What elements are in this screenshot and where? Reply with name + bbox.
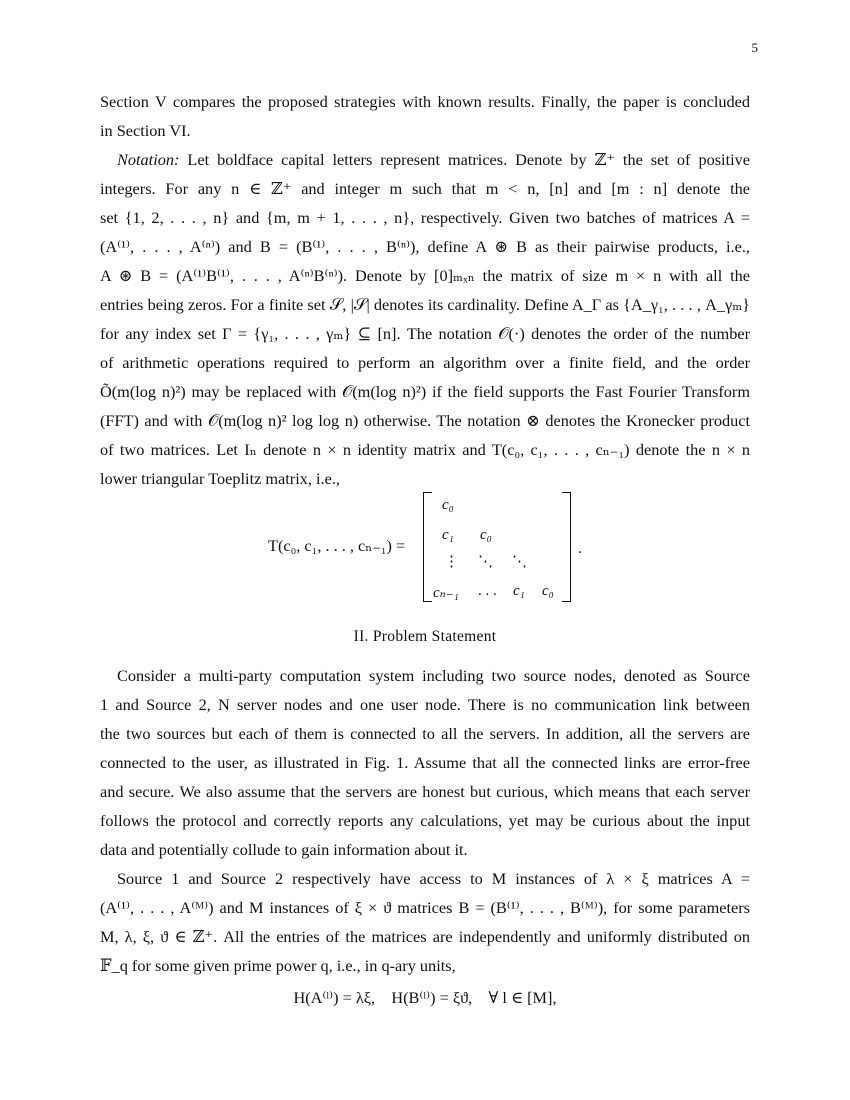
notation-label: Notation: xyxy=(117,150,180,169)
body-line: 1 and Source 2, N server nodes and one user node. There is no communication link between xyxy=(100,695,750,714)
matrix-cell: ⋱ xyxy=(512,554,527,570)
body-line: (A⁽¹⁾, . . . , A⁽ᴹ⁾) and M instances of ξ × ϑ matrices B = (B⁽¹⁾, . . . , B⁽ᴹ⁾), for some parameters xyxy=(100,898,750,917)
body-line: A ⊛ B = (A⁽¹⁾B⁽¹⁾, . . . , A⁽ⁿ⁾B⁽ⁿ⁾). Denote by [0]ₘₓₙ the matrix of size m × n with all the xyxy=(100,266,750,285)
body-line: entries being zeros. For a finite set 𝒮, |𝒮| denotes its cardinality. Define A_Γ as {A_γ₁, . . . , A_γₘ} xyxy=(100,295,750,314)
matrix-cell: c₀ xyxy=(480,527,492,543)
matrix-cell: . . . xyxy=(478,583,497,599)
body-line: M, λ, ξ, ϑ ∈ ℤ⁺. All the entries of the matrices are independently and uniformly distributed on xyxy=(100,927,750,946)
body-line: for any index set Γ = {γ₁, . . . , γₘ} ⊆ [n]. The notation 𝒪(·) denotes the order of the number xyxy=(100,324,750,343)
matrix-cell: ⋮ xyxy=(444,554,459,570)
body-line: integers. For any n ∈ ℤ⁺ and integer m such that m < n, [n] and [m : n] denote the xyxy=(100,179,750,198)
display-equation: H(A⁽ˡ⁾) = λξ, H(B⁽ˡ⁾) = ξϑ, ∀ l ∈ [M], xyxy=(293,988,557,1007)
matrix-cell: c₀ xyxy=(442,497,454,513)
matrix-cell: c₁ xyxy=(442,527,454,543)
body-line: data and potentially collude to gain information about it. xyxy=(100,840,468,859)
equation-period: . xyxy=(578,540,582,557)
notation-paragraph-start xyxy=(117,150,750,170)
body-line: and secure. We also assume that the servers are honest but curious, which means that each server xyxy=(100,782,750,801)
body-line: of arithmetic operations required to perform an algorithm over a finite field, and the order xyxy=(100,353,750,372)
body-line: Consider a multi-party computation system including two source nodes, denoted as Source xyxy=(117,666,750,685)
body-line: the two sources but each of them is connected to all the servers. In addition, all the servers are xyxy=(100,724,750,743)
matrix-cell: c₀ xyxy=(542,583,554,599)
matrix-right-bracket xyxy=(562,492,571,602)
body-line: Section V compares the proposed strategies with known results. Finally, the paper is concluded xyxy=(100,92,750,111)
matrix-cell: ⋱ xyxy=(478,554,493,570)
body-line: (A⁽¹⁾, . . . , A⁽ⁿ⁾) and B = (B⁽¹⁾, . . . , B⁽ⁿ⁾), define A ⊛ B as their pairwise products, i.e., xyxy=(100,237,750,256)
body-line: of two matrices. Let Iₙ denote n × n identity matrix and T(c₀, c₁, . . . , cₙ₋₁) denote the n × n xyxy=(100,440,750,459)
matrix-left-bracket xyxy=(423,492,432,602)
body-text: Let boldface capital letters represent matrices. Denote by ℤ⁺ the set of positive xyxy=(179,150,750,169)
body-line: (FFT) and with 𝒪(m(log n)² log log n) otherwise. The notation ⊗ denotes the Kronecker product xyxy=(100,411,750,430)
body-line: lower triangular Toeplitz matrix, i.e., xyxy=(100,469,340,488)
matrix-cell: cₙ₋₁ xyxy=(433,585,459,601)
body-line: set {1, 2, . . . , n} and {m, m + 1, . . . , n}, respectively. Given two batches of matrices A = xyxy=(100,208,750,227)
section-heading: II. Problem Statement xyxy=(353,628,497,645)
equation-lhs: T(c₀, c₁, . . . , cₙ₋₁) = xyxy=(268,536,406,555)
page-number: 5 xyxy=(751,40,758,55)
body-line: follows the protocol and correctly reports any calculations, yet may be curious about the input xyxy=(100,811,750,830)
body-line: in Section VI. xyxy=(100,121,191,140)
body-line: Õ(m(log n)²) may be replaced with 𝒪(m(log n)²) if the field supports the Fast Fourier Transform xyxy=(100,382,750,401)
body-line: Source 1 and Source 2 respectively have access to M instances of λ × ξ matrices A = xyxy=(117,869,750,888)
body-line: connected to the user, as illustrated in Fig. 1. Assume that all the connected links are error-free xyxy=(100,753,750,772)
matrix-cell: c₁ xyxy=(513,583,525,599)
body-line: 𝔽_q for some given prime power q, i.e., in q-ary units, xyxy=(100,956,456,975)
